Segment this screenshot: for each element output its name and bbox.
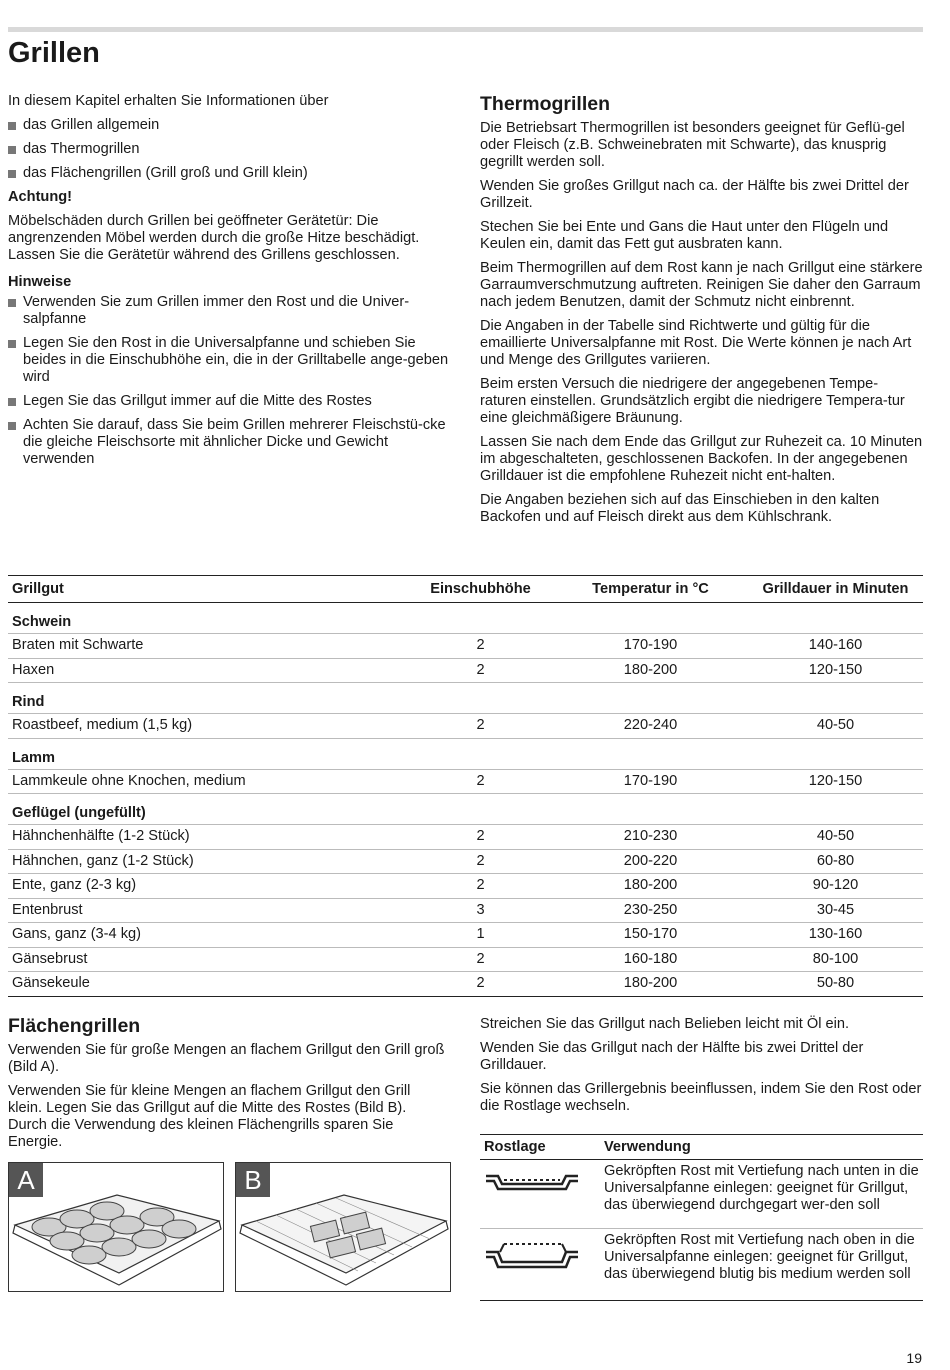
- rost-usage-cell: Gekröpften Rost mit Vertiefung nach oben in die Universalpfanne einlegen: geeignet für Grillgut, das überwiegend blutig bis medium werden soll: [600, 1229, 923, 1301]
- cell-level: 2: [408, 634, 553, 659]
- list-item: Legen Sie den Rost in die Universalpfanne und schieben Sie beides in die Einschubhöhe ein, die in der Grilltabelle ange-geben wird: [8, 335, 453, 386]
- group-label: Lamm: [8, 738, 923, 769]
- table-row: [8, 947, 923, 972]
- thermo-paragraph: Beim ersten Versuch die niedrigere der angegebenen Tempe-raturen einstellen. Grundsätzlich ergibt die niedrigere Tempera-tur eine gleichmäßigere Bräunung.: [480, 376, 905, 426]
- table-row: [8, 634, 923, 659]
- group-row: [8, 603, 923, 634]
- cell-food: Gans, ganz (3-4 kg): [8, 923, 408, 948]
- thermo-paragraph: Wenden Sie großes Grillgut nach ca. der Hälfte bis zwei Drittel der Grillzeit.: [480, 178, 909, 211]
- table-row: [8, 658, 923, 683]
- tip-paragraph: Wenden Sie das Grillgut nach der Hälfte bis zwei Drittel der Grilldauer.: [480, 1040, 864, 1073]
- cell-food: Lammkeule ohne Knochen, medium: [8, 769, 408, 794]
- cell-food: Hähnchenhälfte (1-2 Stück): [8, 825, 408, 850]
- group-row: [8, 794, 923, 825]
- flaeche-paragraph: Verwenden Sie für kleine Mengen an flachem Grillgut den Grill klein. Legen Sie das Grillgut auf die Mitte des Rostes (Bild B). Durch die Verwendung des kleinen Flächengrills sparen Sie Energie.: [8, 1083, 411, 1150]
- cell-time: 140-160: [748, 634, 923, 659]
- cell-temp: 150-170: [553, 923, 748, 948]
- list-item: das Grillen allgemein: [8, 117, 453, 134]
- cell-food: Entenbrust: [8, 898, 408, 923]
- flaeche-heading: Flächengrillen: [8, 1015, 141, 1037]
- column-header: Rostlage: [480, 1135, 600, 1160]
- cell-temp: 180-200: [553, 658, 748, 683]
- column-header: Grillgut: [8, 576, 408, 603]
- cell-food: Hähnchen, ganz (1-2 Stück): [8, 849, 408, 874]
- page-title: Grillen: [8, 37, 100, 69]
- intro-column: [8, 93, 453, 475]
- cell-temp: 160-180: [553, 947, 748, 972]
- top-rule: [8, 27, 923, 32]
- cell-level: 2: [408, 874, 553, 899]
- image-label-a: A: [9, 1163, 43, 1197]
- table-row: [8, 923, 923, 948]
- cell-time: 60-80: [748, 849, 923, 874]
- cell-time: 40-50: [748, 714, 923, 739]
- image-label-b: B: [236, 1163, 270, 1197]
- list-item: Verwenden Sie zum Grillen immer den Rost und die Univer-salpfanne: [8, 294, 453, 328]
- cell-level: 2: [408, 769, 553, 794]
- column-header: Einschubhöhe: [408, 576, 553, 603]
- list-item: Legen Sie das Grillgut immer auf die Mitte des Rostes: [8, 393, 453, 410]
- thermo-paragraph: Die Angaben in der Tabelle sind Richtwerte und gültig für die emaillierte Universalpfanne mit Rost. Die Werte können je nach Art und Menge des Grillgutes variieren.: [480, 318, 912, 368]
- group-label: Rind: [8, 683, 923, 714]
- table-row: [8, 972, 923, 997]
- cell-temp: 230-250: [553, 898, 748, 923]
- cell-time: 80-100: [748, 947, 923, 972]
- hints-title: Hinweise: [8, 274, 72, 290]
- thermo-paragraph: Lassen Sie nach dem Ende das Grillgut zur Ruhezeit ca. 10 Minuten im abgeschalteten, geschlossenen Backofen. In der angegebenen Grilldauer ist die empfohlene Ruhezeit nicht ent-halten.: [480, 434, 923, 484]
- thermo-paragraph: Beim Thermogrillen auf dem Rost kann je nach Grillgut eine stärkere Garraumverschmutzung auftreten. Reinigen Sie daher den Garraum nach jedem Benutzen, damit der Schmutz nicht einbrennt.: [480, 260, 923, 310]
- flaeche-paragraph: Verwenden Sie für große Mengen an flachem Grillgut den Grill groß (Bild A).: [8, 1042, 445, 1075]
- rack-up-icon: [484, 1232, 584, 1276]
- cell-temp: 170-190: [553, 634, 748, 659]
- group-row: [8, 683, 923, 714]
- table-row: [8, 714, 923, 739]
- rost-usage-cell: Gekröpften Rost mit Vertiefung nach unten in die Universalpfanne einlegen: geeignet für Grillgut, das überwiegend durchgegart wer-den soll: [600, 1160, 923, 1229]
- table-row: [8, 849, 923, 874]
- thermo-heading: Thermogrillen: [480, 93, 611, 115]
- table-row: [8, 769, 923, 794]
- cell-level: 1: [408, 923, 553, 948]
- cell-temp: 200-220: [553, 849, 748, 874]
- right-bottom-column: [480, 1016, 923, 1122]
- warning-title: Achtung!: [8, 189, 73, 205]
- thermo-paragraph: Die Angaben beziehen sich auf das Einschieben in den kalten Backofen und auf Fleisch direkt aus dem Kühlschrank.: [480, 492, 880, 525]
- rost-table: [480, 1134, 923, 1301]
- cell-level: 2: [408, 947, 553, 972]
- warning-text: Möbelschäden durch Grillen bei geöffneter Gerätetür: Die angrenzenden Möbel werden durch die große Hitze beschädigt. Lassen Sie die Gerätetür während des Grillens geschlossen.: [8, 213, 420, 263]
- cell-food: Roastbeef, medium (1,5 kg): [8, 714, 408, 739]
- flaeche-column: [8, 1014, 448, 1158]
- table-header-row: [8, 576, 923, 603]
- cell-temp: 220-240: [553, 714, 748, 739]
- hints-list: [8, 294, 453, 468]
- list-item: Achten Sie darauf, dass Sie beim Grillen mehrerer Fleischstü-cke die gleiche Fleischsorte mit ähnlicher Dicke und Gewicht verwenden: [8, 417, 453, 468]
- group-row: [8, 738, 923, 769]
- cell-time: 130-160: [748, 923, 923, 948]
- table-row: [8, 898, 923, 923]
- table-row: [480, 1229, 923, 1301]
- cell-food: Ente, ganz (2-3 kg): [8, 874, 408, 899]
- list-item: das Thermogrillen: [8, 141, 453, 158]
- cell-time: 30-45: [748, 898, 923, 923]
- table-row: [8, 874, 923, 899]
- cell-time: 50-80: [748, 972, 923, 997]
- rack-down-icon: [484, 1163, 584, 1203]
- column-header: Verwendung: [600, 1135, 923, 1160]
- cell-time: 120-150: [748, 658, 923, 683]
- cell-food: Gänsekeule: [8, 972, 408, 997]
- table-row: [480, 1160, 923, 1229]
- cell-food: Gänsebrust: [8, 947, 408, 972]
- grill-large-image: [8, 1162, 224, 1292]
- rost-position-cell: [480, 1229, 600, 1301]
- thermo-paragraph: Die Betriebsart Thermogrillen ist besonders geeignet für Geflü-gel oder Fleisch (z.B. Schweinebraten mit Schwarte), das knusprig gegrillt werden soll.: [480, 120, 905, 170]
- rost-position-cell: [480, 1160, 600, 1229]
- column-header: Temperatur in °C: [553, 576, 748, 603]
- cell-level: 2: [408, 825, 553, 850]
- list-item: das Flächengrillen (Grill groß und Grill klein): [8, 165, 453, 182]
- grill-table: [8, 575, 923, 997]
- table-row: [8, 825, 923, 850]
- cell-food: Braten mit Schwarte: [8, 634, 408, 659]
- intro-lead: In diesem Kapitel erhalten Sie Informationen über: [8, 93, 329, 109]
- cell-temp: 170-190: [553, 769, 748, 794]
- cell-temp: 210-230: [553, 825, 748, 850]
- cell-food: Haxen: [8, 658, 408, 683]
- cell-temp: 180-200: [553, 874, 748, 899]
- table-header-row: [480, 1135, 923, 1160]
- cell-time: 90-120: [748, 874, 923, 899]
- thermo-column: [480, 92, 923, 533]
- cell-level: 3: [408, 898, 553, 923]
- cell-time: 120-150: [748, 769, 923, 794]
- cell-time: 40-50: [748, 825, 923, 850]
- tip-paragraph: Sie können das Grillergebnis beeinflussen, indem Sie den Rost oder die Rostlage wechseln.: [480, 1081, 922, 1114]
- grill-small-image: [235, 1162, 451, 1292]
- cell-level: 2: [408, 714, 553, 739]
- cell-level: 2: [408, 658, 553, 683]
- cell-temp: 180-200: [553, 972, 748, 997]
- group-label: Geflügel (ungefüllt): [8, 794, 923, 825]
- cell-level: 2: [408, 849, 553, 874]
- column-header: Grilldauer in Minuten: [748, 576, 923, 603]
- tip-paragraph: Streichen Sie das Grillgut nach Belieben leicht mit Öl ein.: [480, 1016, 850, 1032]
- thermo-paragraph: Stechen Sie bei Ente und Gans die Haut unter den Flügeln und Keulen ein, damit das Fett gut ausbraten kann.: [480, 219, 889, 252]
- group-label: Schwein: [8, 603, 923, 634]
- cell-level: 2: [408, 972, 553, 997]
- intro-bullets: [8, 117, 453, 182]
- page-number: 19: [906, 1350, 922, 1366]
